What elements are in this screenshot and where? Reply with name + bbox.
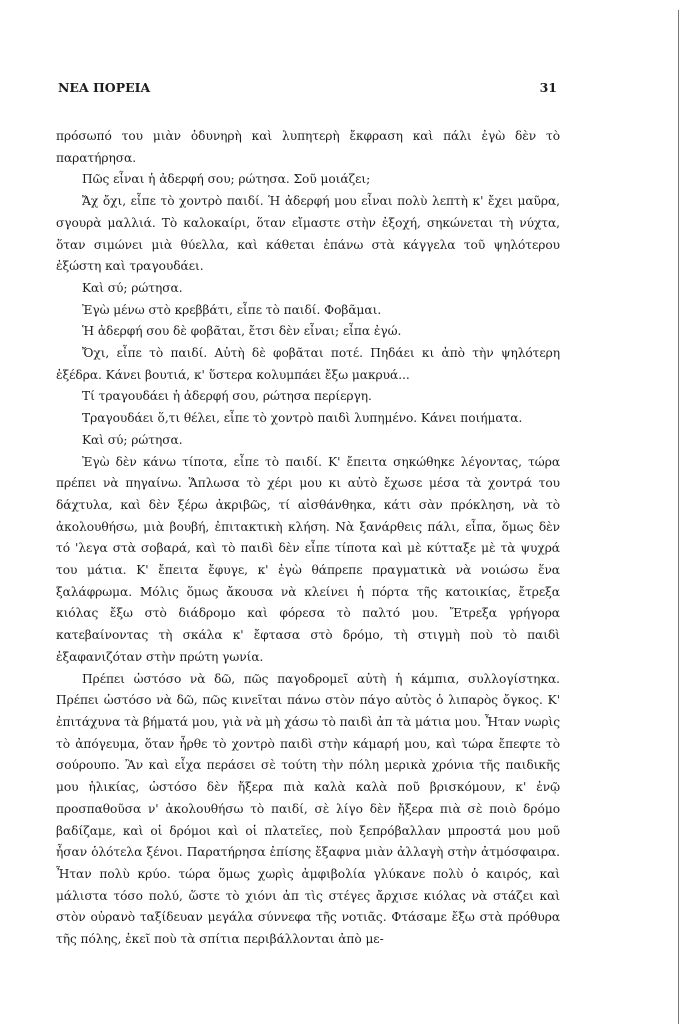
paragraph: Τί τραγουδάει ἡ ἀδερφή σου, ρώτησα περίεργη. xyxy=(82,389,372,404)
running-title: ΝΕΑ ΠΟΡΕΙΑ xyxy=(58,80,151,95)
paragraph: Πῶς εἶναι ἡ ἀδερφή σου; ρώτησα. Σοῦ μοιάζει; xyxy=(82,172,371,187)
paragraph: Ὄχι, εἶπε τὸ παιδί. Αὐτὴ δὲ φοβᾶται ποτέ. Πηδάει κι ἀπὸ τὴν ψηλότερη ἐξέδρα. Κάνει βουτιά, κ' ὕστερα κολυμπάει ἔξω μακρυά... xyxy=(56,346,560,382)
paragraph: Ἄχ ὄχι, εἶπε τὸ χοντρὸ παιδί. Ἡ ἀδερφή μου εἶναι πολὺ λεπτὴ κ' ἔχει μαῦρα, σγουρὰ μαλλιά. Τὸ καλοκαίρι, ὅταν εἴμαστε στὴν ἐξοχή, σηκώνεται τὴ νύχτα, ὅταν σιμώνει μιὰ θύελλα, καὶ κάθεται ἐπάνω στὰ κάγγελα τοῦ ψηλότερου ἐξώστη καὶ τραγουδάει. xyxy=(56,194,560,274)
running-header xyxy=(58,80,557,95)
body-text xyxy=(56,126,560,951)
page-number: 31 xyxy=(539,80,557,95)
paragraph: Τραγουδάει ὅ,τι θέλει, εἶπε τὸ χοντρὸ παιδὶ λυπημένο. Κάνει ποιήματα. xyxy=(82,411,523,426)
paragraph: Ἡ ἀδερφή σου δὲ φοβᾶται, ἔτσι δὲν εἶναι; εἶπα ἐγώ. xyxy=(82,324,402,339)
paragraph: πρόσωπό του μιὰν ὀδυνηρὴ καὶ λυπητερὴ ἔκφραση καὶ πάλι ἐγὼ δὲν τὸ παρατήρησα. xyxy=(56,129,560,165)
paragraph: Καὶ σύ; ρώτησα. xyxy=(82,280,183,295)
paragraph: Ἐγὼ δὲν κάνω τίποτα, εἶπε τὸ παιδί. Κ' ἔπειτα σηκώθηκε λέγοντας, τώρα πρέπει νὰ πηγαίνω. Ἅπλωσα τὸ χέρι μου κι αὐτὸ ἔχωσε μέσα τὰ χοντρά του δάχτυλα, καὶ δὲν ξέρω ἀκριβῶς, τί αἰσθάνθηκα, κάτι σὰν πρόκληση, νὰ τὸ ἀκολουθήσω, μιὰ βουβή, ἐπιτακτικὴ κλήση. Νὰ ξανάρθεις πάλι, εἶπα, ὅμως δὲν τό 'λεγα στὰ σοβαρά, καὶ τὸ παιδὶ δὲν εἶπε τίποτα καὶ μὲ κύτταξε μὲ τὰ ψυχρά του μάτια. Κ' ἔπειτα ἔφυγε, κ' ἐγὼ θάπρεπε πραγματικὰ νὰ νοιώσω ἕνα ξαλάφρωμα. Μόλις ὅμως ἄκουσα νὰ κλείνει ἡ πόρτα τῆς κατοικίας, ἔτρεξα κιόλας ἔξω στὸ διάδρομο καὶ φόρεσα τὸ παλτό μου. Ἔτρεξα γρήγορα κατεβαίνοντας τὴ σκάλα κ' ἔφτασα στὸ δρόμο, τὴ στιγμὴ ποὺ τὸ παιδὶ ἐξαφανιζόταν στὴν πρώτη γωνία. xyxy=(56,454,560,664)
paragraph: Καὶ σύ; ρώτησα. xyxy=(82,432,183,447)
page-edge-line xyxy=(678,10,679,1024)
paragraph: Πρέπει ὡστόσο νὰ δῶ, πῶς παγοδρομεῖ αὐτὴ ἡ κάμπια, συλλογίστηκα. Πρέπει ὡστόσο νὰ δῶ, πῶς κινεῖται πάνω στὸν πάγο αὐτὸς ὁ λιπαρὸς ὄγκος. Κ' ἐπιτάχυνα τὰ βήματά μου, γιὰ νὰ μὴ χάσω τὸ παιδὶ ἀπ τὰ μάτια μου. Ἦταν νωρὶς τὸ ἀπόγευμα, ὅταν ἦρθε τὸ χοντρὸ παιδὶ στὴν κάμαρή μου, καὶ τώρα ἔπεφτε τὸ σούρουπο. Ἂν καὶ εἶχα περάσει σὲ τούτη τὴν πόλη μερικὰ χρόνια τῆς παιδικῆς μου ἡλικίας, ὡστόσο δὲν ἤξερα πιὰ καλὰ καλὰ ποῦ βρισκόμουν, κ' ἐνῷ προσπαθοῦσα ν' ἀκολουθήσω τὸ παιδί, σὲ λίγο δὲν ἤξερα πιὰ σὲ ποιὸ δρόμο βαδίζαμε, καὶ οἱ δρόμοι καὶ οἱ πλατεῖες, ποὺ ξεπρόβαλλαν μπροστά μου μοῦ ἦσαν ὁλότελα ξένοι. Παρατήρησα ἐπίσης ἔξαφνα μιὰν ἀλλαγὴ στὴν ἀτμόσφαιρα. Ἦταν πολὺ κρύο. τώρα ὅμως χωρὶς ἀμφιβολία γλύκανε πολὺ ὁ καιρός, καὶ μάλιστα τόσο πολύ, ὥστε τὸ χιόνι ἀπ τὶς στέγες ἄρχισε κιόλας νὰ στάζει καὶ στὸν οὐρανὸ ταξίδευαν μεγάλα σύννεφα τῆς νοτιᾶς. Φτάσαμε ἔξω στὰ πρόθυρα τῆς πόλης, ἐκεῖ ποὺ τὰ σπίτια περιβάλλονται ἀπὸ με- xyxy=(56,671,560,947)
paragraph: Ἐγὼ μένω στὸ κρεββάτι, εἶπε τὸ παιδί. Φοβᾶμαι. xyxy=(82,302,382,317)
